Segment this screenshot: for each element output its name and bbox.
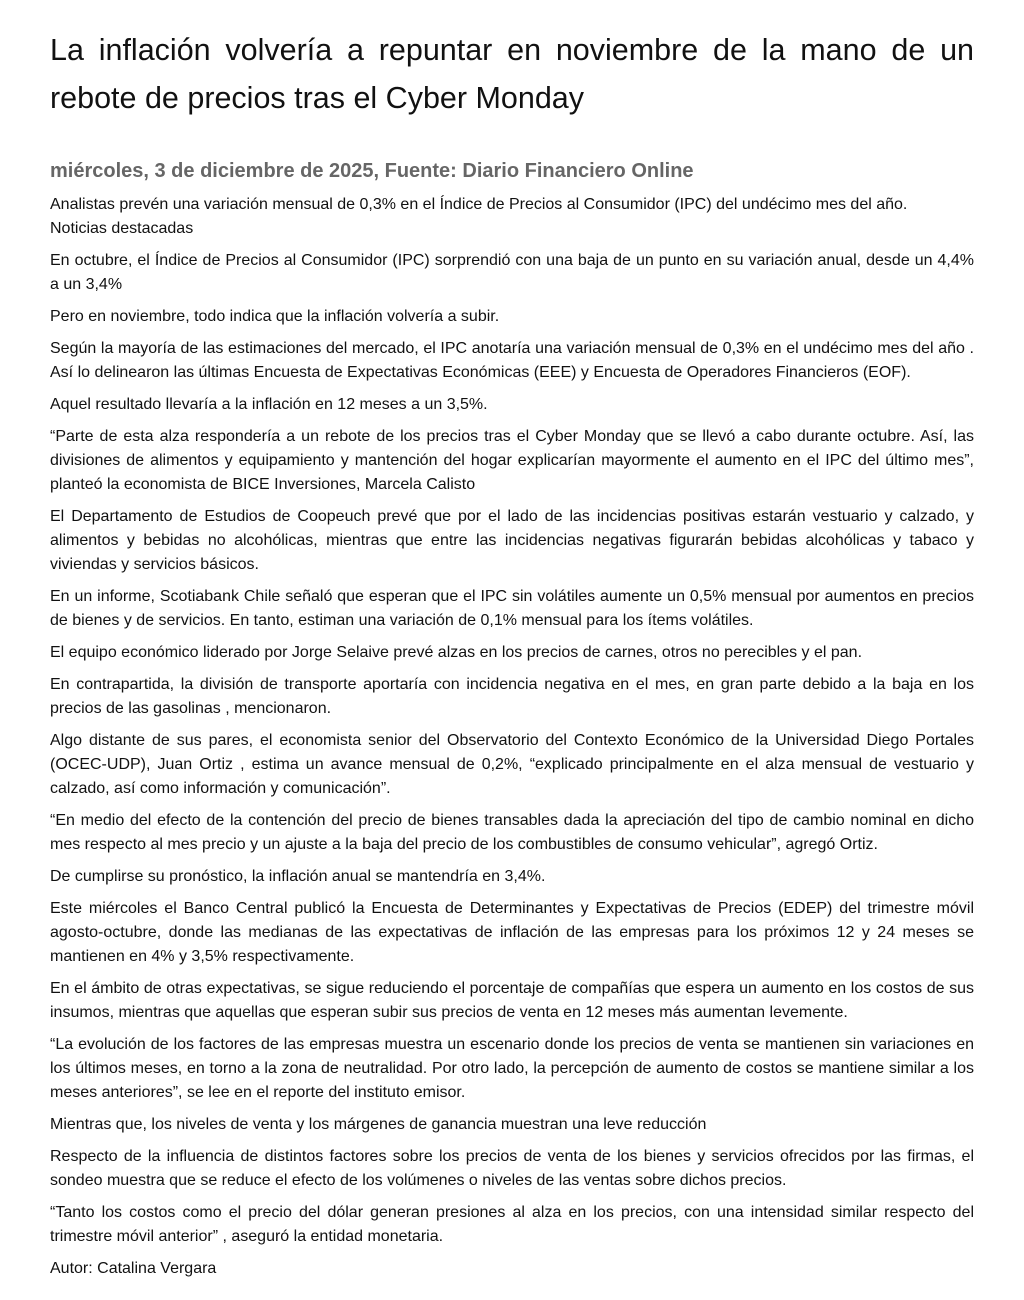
article-paragraph: En contrapartida, la división de transporte aportaría con incidencia negativa en el mes, en gran parte debido a la baja en los precios de las gasolinas , mencionaron. [50, 676, 974, 717]
article-paragraph: “En medio del efecto de la contención del precio de bienes transables dada la apreciación del tipo de cambio nominal en dicho mes respecto al mes precio y un ajuste a la baja del precio de los combustibles de consumo vehicular”, agregó Ortiz. [50, 812, 974, 853]
article-paragraph: Respecto de la influencia de distintos factores sobre los precios de venta de los bienes y servicios ofrecidos por las firmas, el sondeo muestra que se reduce el efecto de los volúmenes o niveles de las ventas sobre dichos precios. [50, 1148, 974, 1189]
article-paragraph: “La evolución de los factores de las empresas muestra un escenario donde los precios de venta se mantienen sin variaciones en los últimos meses, en torno a la zona de neutralidad. Por otro lado, la percepción de aumento de costos se mantiene similar a los meses anteriores”, se lee en el reporte del instituto emisor. [50, 1036, 974, 1101]
article-paragraph: Según la mayoría de las estimaciones del mercado, el IPC anotaría una variación mensual de 0,3% en el undécimo mes del año . Así lo delinearon las últimas Encuesta de Expectativas Económicas (EEE) y Encuesta de Operadores Financieros (EOF). [50, 340, 974, 381]
article-paragraph: En octubre, el Índice de Precios al Consumidor (IPC) sorprendió con una baja de un punto en su variación anual, desde un 4,4% a un 3,4% [50, 252, 974, 293]
article-paragraph: En un informe, Scotiabank Chile señaló que esperan que el IPC sin volátiles aumente un 0,5% mensual por aumentos en precios de bienes y de servicios. En tanto, estiman una variación de 0,1% mensual para los ítems volátiles. [50, 588, 974, 629]
article-paragraph: “Parte de esta alza respondería a un rebote de los precios tras el Cyber Monday que se llevó a cabo durante octubre. Así, las divisiones de alimentos y equipamiento y mantención del hogar explicarían mayormente el aumento en el IPC del último mes”, planteó la economista de BICE Inversiones, Marcela Calisto [50, 428, 974, 493]
article-summary: Analistas prevén una variación mensual de 0,3% en el Índice de Precios al Consumidor (IPC) del undécimo mes del año. [50, 196, 908, 213]
article-author: Autor: Catalina Vergara [50, 1260, 217, 1277]
article-lead [50, 193, 974, 241]
article-paragraph: “Tanto los costos como el precio del dólar generan presiones al alza en los precios, con una intensidad similar respecto del trimestre móvil anterior” , aseguró la entidad monetaria. [50, 1204, 974, 1245]
article-paragraph: El Departamento de Estudios de Coopeuch prevé que por el lado de las incidencias positivas estarán vestuario y calzado, y alimentos y bebidas no alcohólicas, mientras que entre las incidencias negativas figurarán bebidas alcohólicas y tabaco y viviendas y servicios básicos. [50, 508, 974, 573]
article-paragraph: Mientras que, los niveles de venta y los márgenes de ganancia muestran una leve reducción [50, 1116, 707, 1133]
article-paragraph: Pero en noviembre, todo indica que la inflación volvería a subir. [50, 308, 500, 325]
article-paragraph: Este miércoles el Banco Central publicó la Encuesta de Determinantes y Expectativas de Precios (EDEP) del trimestre móvil agosto-octubre, donde las medianas de las expectativas de inflación de las empresas para los próximos 12 y 24 meses se mantienen en 4% y 3,5% respectivamente. [50, 900, 974, 965]
article-paragraph: Aquel resultado llevaría a la inflación en 12 meses a un 3,5%. [50, 396, 488, 413]
article-paragraph: Algo distante de sus pares, el economista senior del Observatorio del Contexto Económico de la Universidad Diego Portales (OCEC-UDP), Juan Ortiz , estima un avance mensual de 0,2%, “explicado principalmente en el alza mensual de vestuario y calzado, así como información y comunicación”. [50, 732, 974, 797]
article-paragraph: De cumplirse su pronóstico, la inflación anual se mantendría en 3,4%. [50, 868, 546, 885]
article-body [50, 249, 974, 1249]
article-date-source: miércoles, 3 de diciembre de 2025, Fuente: Diario Financiero Online [50, 160, 694, 182]
article-title: La inflación volvería a repuntar en noviembre de la mano de un rebote de precios tras el Cyber Monday [50, 33, 974, 115]
highlighted-news-label: Noticias destacadas [50, 220, 194, 237]
article-paragraph: En el ámbito de otras expectativas, se sigue reduciendo el porcentaje de compañías que espera un aumento en los costos de sus insumos, mientras que aquellas que esperan subir sus precios de venta en 12 meses más aumentan levemente. [50, 980, 974, 1021]
article-paragraph: El equipo económico liderado por Jorge Selaive prevé alzas en los precios de carnes, otros no perecibles y el pan. [50, 644, 863, 661]
